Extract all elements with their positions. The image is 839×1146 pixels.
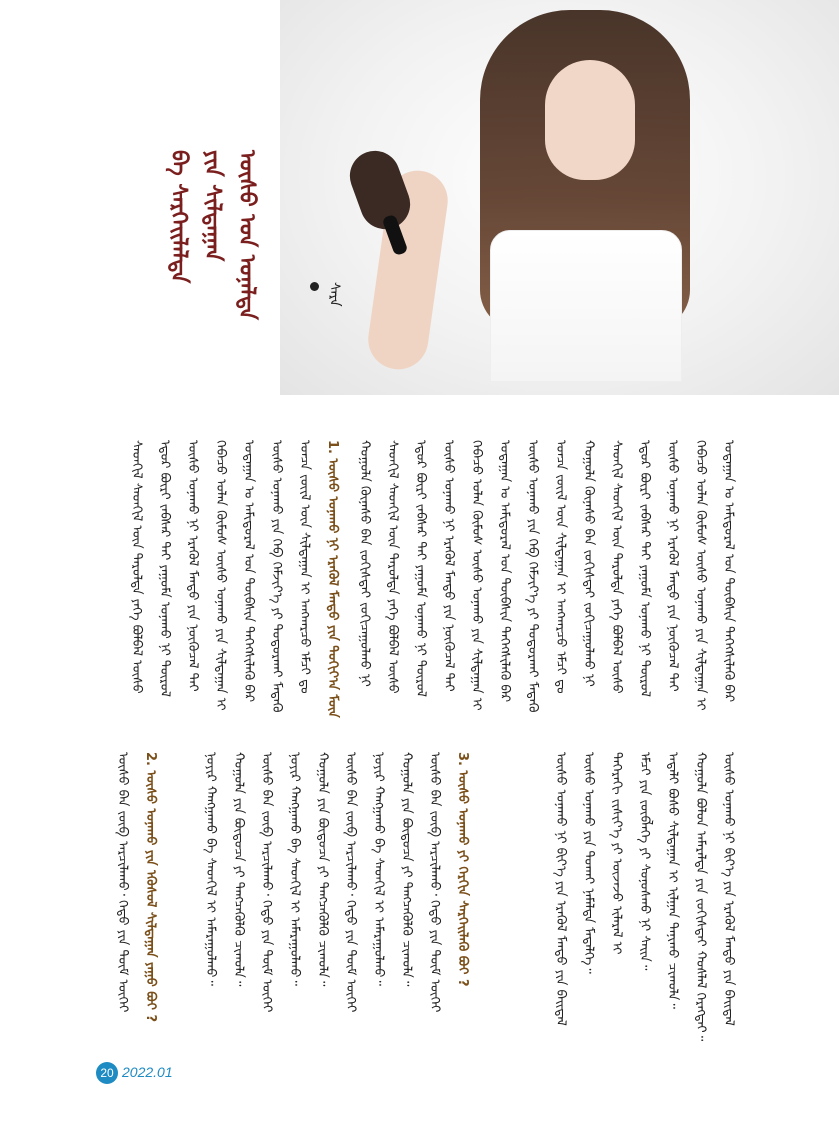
body-column-b11: ᠦᠰᠦ ᠪᠡᠨ ᠵᠥᠪ ᠠᠷᠴᠢᠯᠠᠬᠤ᠂ ᠬᠡᠲᠦ ᠶᠢᠨ ᠳᠦᠮ ᠦᠭᠡᠢ: [343, 752, 358, 1013]
body-column-12: ᠡᠳᠦᠷ ᠪᠦᠷᠢ ᠵᠠᠪᠰᠠᠷ ᠲᠠᠢ ᠶᠠᠭᠤᠮᠠ ᠤᠨᠠᠬᠤ ᠨᠢ ᠲᠦᠷᠦᠯ: [413, 440, 428, 697]
page-number-badge: 20: [96, 1062, 118, 1084]
body-column-b15: ᠬᠣᠭᠣᠯᠠ ᠶᠢᠨ ᠪᠦᠲᠦᠴᠡ ᠶᠢ ᠲᠡᠩᠴᠡᠭᠦᠯᠬᠦ ᠴᠢᠬᠤᠯᠠ᠃: [231, 752, 246, 987]
author-name: ᠰᠠᠷᠠ: [326, 282, 342, 307]
body-column-b9: ᠬᠣᠭᠣᠯᠠ ᠶᠢᠨ ᠪᠦᠲᠦᠴᠡ ᠶᠢ ᠲᠡᠩᠴᠡᠭᠦᠯᠬᠦ ᠴᠢᠬᠤᠯᠠ᠃: [399, 752, 414, 987]
author-byline: [306, 282, 342, 322]
body-column-9: ᠤᠳᠠᠭᠠᠨ ᠤ ᠠᠮᠢᠳᠤᠷᠠᠯ ᠤᠨ ᠲᠦᠪᠰᠢᠨ ᠳᠡᠭᠡᠭᠰᠢᠯᠡᠬᠦ ᠪᠡᠷ: [497, 440, 512, 703]
body-column-b17: ᠦᠰᠦ ᠪᠡᠨ ᠵᠥᠪ ᠠᠷᠴᠢᠯᠠᠬᠤ᠂ ᠬᠡᠲᠦ ᠶᠢᠨ ᠳᠦᠮ ᠦᠭᠡᠢ: [115, 752, 130, 1013]
title-line-1: ᠦᠰᠦ ᠤᠨ ᠤᠨᠠᠯᠲᠠ: [234, 150, 260, 320]
body-column-b1: ᠦᠰᠦ ᠤᠨᠠᠬᠤ ᠨᠢ ᠪᠢᠶ᠎ᠡ ᠶᠢᠨ ᠡᠷᠡᠭᠦᠯ ᠮᠡᠨᠳᠦ ᠶᠢᠨ ᠪᠠᠢᠳᠠᠯ: [721, 752, 736, 1026]
body-column-16: ᠦᠰᠦ ᠤᠨᠠᠬᠤ ᠶᠢᠨ ᠬᠡᠪ ᠬᠡᠮᠵᠢᠶ᠎ᠡ ᠶᠢ ᠲᠣᠳᠣᠷᠬᠠᠶ ᠮᠡᠳᠡᠬᠦ: [269, 440, 284, 713]
body-column-14: ᠬᠣᠭᠣᠯᠠ ᠬᠦᠨᠡᠰᠦ ᠪᠡᠨ ᠵᠣᠬᠢᠰᠲᠠᠢ ᠵᠣᠬᠢᠴᠠᠭᠤᠯᠬᠤ ᠨᠢ: [357, 440, 372, 687]
section-heading-3: 3. ᠦᠰᠦ ᠤᠨᠠᠬᠤ ᠶᠢ ᠬᠡᠷᠬᠢᠨ ᠰᠡᠷᠭᠡᠢᠯᠡᠬᠦ ᠪᠤᠢ ?: [455, 752, 470, 987]
body-column-7: ᠣᠨᠴᠠ ᠵᠦᠢᠯ ᠦᠨ ᠰᠢᠯᠲᠠᠭᠠᠨ ᠢ ᠠᠩᠬᠠᠷᠴᠤ ᠡᠮᠴᠢ ᠳᠤ: [553, 440, 568, 694]
body-column-b3: ᠠᠳᠠᠯᠢ ᠪᠤᠰᠤ ᠰᠢᠯᠲᠠᠭᠠᠨ ᠢ ᠢᠯᠭᠠᠨ ᠲᠠᠨᠢᠬᠤ ᠴᠢᠬᠤᠯᠠ᠃: [665, 752, 680, 1009]
body-column-10: ᠭᠡᠪᠡᠴᠦ ᠣᠯᠠᠨ ᠬᠦᠮᠦᠰ ᠦᠰᠦ ᠤᠨᠠᠬᠤ ᠶᠢᠨ ᠰᠢᠯᠲᠠᠭᠠᠨ ᠢ: [469, 440, 484, 711]
body-column-b2: ᠬᠣᠭᠣᠯᠠ ᠪᠣᠯᠣᠨ ᠠᠮᠠᠷᠠᠯᠲᠠ ᠶᠢᠨ ᠵᠣᠬᠢᠰᠲᠠᠢ ᠬᠣᠰᠯᠠᠯ ᠬᠡᠷᠡᠭᠲᠡᠢ᠃: [693, 752, 708, 1042]
body-column-b14: ᠦᠰᠦ ᠪᠡᠨ ᠵᠥᠪ ᠠᠷᠴᠢᠯᠠᠬᠤ᠂ ᠬᠡᠲᠦ ᠶᠢᠨ ᠳᠦᠮ ᠦᠭᠡᠢ: [259, 752, 274, 1013]
body-column-19: ᠦᠰᠦ ᠤᠨᠠᠬᠤ ᠨᠢ ᠡᠷᠡᠭᠦᠯ ᠮᠡᠨᠳᠦ ᠶᠢᠨ ᠨᠥᠬᠦᠴᠡᠯ ᠲᠡᠢ: [185, 440, 200, 692]
body-column-b4: ᠡᠮᠴᠢ ᠶᠢᠨ ᠵᠥᠪᠯᠡᠭᠡ ᠶᠢ ᠰᠣᠨᠣᠰᠬᠤ ᠨᠢ ᠰᠠᠢᠨ᠃: [637, 752, 652, 971]
body-column-8: ᠦᠰᠦ ᠤᠨᠠᠬᠤ ᠶᠢᠨ ᠬᠡᠪ ᠬᠡᠮᠵᠢᠶ᠎ᠡ ᠶᠢ ᠲᠣᠳᠣᠷᠬᠠᠶ ᠮᠡᠳᠡᠬᠦ: [525, 440, 540, 713]
body-column-b13: ᠨᠣᠶᠢᠷ ᠬᠠᠩᠭᠠᠬᠤ ᠪᠠ ᠰᠡᠳᠬᠢᠯ ᠢ ᠠᠮᠠᠷᠠᠭᠤᠯᠬᠤ᠃: [287, 752, 302, 986]
section-heading-1: 1. ᠦᠰᠦ ᠤᠨᠠᠬᠤ ᠨᠢ ᠡᠷᠡᠭᠦᠯ ᠮᠡᠨᠳᠦ ᠶᠢᠨ ᠳᠣᠬᠢᠶ᠎ᠠ ᠮᠥᠨ: [325, 440, 340, 718]
body-column-20: ᠡᠳᠦᠷ ᠪᠦᠷᠢ ᠵᠠᠪᠰᠠᠷ ᠲᠠᠢ ᠶᠠᠭᠤᠮᠠ ᠤᠨᠠᠬᠤ ᠨᠢ ᠲᠦᠷᠦᠯ: [157, 440, 172, 697]
body-column-17: ᠤᠳᠠᠭᠠᠨ ᠤ ᠠᠮᠢᠳᠤᠷᠠᠯ ᠤᠨ ᠲᠦᠪᠰᠢᠨ ᠳᠡᠭᠡᠭᠰᠢᠯᠡᠬᠦ ᠪᠡᠷ: [241, 440, 256, 703]
issue-date: 2022.01: [122, 1064, 173, 1080]
bullet-icon: [310, 282, 319, 291]
body-column-11: ᠦᠰᠦ ᠤᠨᠠᠬᠤ ᠨᠢ ᠡᠷᠡᠭᠦᠯ ᠮᠡᠨᠳᠦ ᠶᠢᠨ ᠨᠥᠬᠦᠴᠡᠯ ᠲᠡᠢ: [441, 440, 456, 692]
body-column-5: ᠰᠡᠳᠬᠢᠯ ᠰᠡᠳᠭᠢᠯ ᠦᠨ ᠳᠠᠷᠤᠯᠲᠠ ᠶᠡᠬᠡ ᠪᠣᠯᠪᠠᠯ ᠦᠰᠦ: [609, 440, 624, 694]
photo-face: [545, 60, 635, 180]
body-column-6: ᠬᠣᠭᠣᠯᠠ ᠬᠦᠨᠡᠰᠦ ᠪᠡᠨ ᠵᠣᠬᠢᠰᠲᠠᠢ ᠵᠣᠬᠢᠴᠠᠭᠤᠯᠬᠤ ᠨᠢ: [581, 440, 596, 687]
body-column-b12: ᠬᠣᠭᠣᠯᠠ ᠶᠢᠨ ᠪᠦᠲᠦᠴᠡ ᠶᠢ ᠲᠡᠩᠴᠡᠭᠦᠯᠬᠦ ᠴᠢᠬᠤᠯᠠ᠃: [315, 752, 330, 987]
body-column-18: ᠭᠡᠪᠡᠴᠦ ᠣᠯᠠᠨ ᠬᠦᠮᠦᠰ ᠦᠰᠦ ᠤᠨᠠᠬᠤ ᠶᠢᠨ ᠰᠢᠯᠲᠠᠭᠠᠨ ᠢ: [213, 440, 228, 711]
body-column-1: ᠤᠳᠠᠭᠠᠨ ᠤ ᠠᠮᠢᠳᠤᠷᠠᠯ ᠤᠨ ᠲᠦᠪᠰᠢᠨ ᠳᠡᠭᠡᠭᠰᠢᠯᠡᠬᠦ ᠪᠡᠷ: [721, 440, 736, 703]
body-column-15: ᠣᠨᠴᠠ ᠵᠦᠢᠯ ᠦᠨ ᠰᠢᠯᠲᠠᠭᠠᠨ ᠢ ᠠᠩᠬᠠᠷᠴᠤ ᠡᠮᠴᠢ ᠳᠤ: [297, 440, 312, 694]
body-column-21: ᠰᠡᠳᠬᠢᠯ ᠰᠡᠳᠭᠢᠯ ᠦᠨ ᠳᠠᠷᠤᠯᠲᠠ ᠶᠡᠬᠡ ᠪᠣᠯᠪᠠᠯ ᠦᠰᠦ: [129, 440, 144, 694]
body-column-b10: ᠨᠣᠶᠢᠷ ᠬᠠᠩᠭᠠᠬᠤ ᠪᠠ ᠰᠡᠳᠬᠢᠯ ᠢ ᠠᠮᠠᠷᠠᠭᠤᠯᠬᠤ᠃: [371, 752, 386, 986]
body-column-b6: ᠦᠰᠦ ᠤᠨᠠᠬᠤ ᠶᠢᠨ ᠲᠤᠬᠠᠢ ᠨᠡᠮᠡᠯᠲᠡ ᠮᠡᠳᠡᠯᠭᠡ᠃: [581, 752, 596, 974]
title-line-3: ᠪᠠ ᠰᠡᠷᠭᠡᠢᠯᠡᠯᠲᠡ: [166, 150, 192, 284]
section-heading-2: 2. ᠦᠰᠦ ᠤᠨᠠᠬᠤ ᠶᠢᠨ ᠡᠭᠦᠰᠦᠯ ᠰᠢᠯᠲᠠᠭᠠᠨ ᠶᠠᠭᠤ ᠪᠤᠢ ?: [143, 752, 158, 1023]
body-column-b5: ᠳᠡᠭᠡᠷᠡᠬᠢ ᠵᠢᠱᠢᠶ᠎ᠡ ᠶᠢ ᠦᠵᠡᠵᠦ ᠢᠯᠡᠷᠡᠯ ᠢ: [609, 752, 624, 955]
body-column-b16: ᠨᠣᠶᠢᠷ ᠬᠠᠩᠭᠠᠬᠤ ᠪᠠ ᠰᠡᠳᠬᠢᠯ ᠢ ᠠᠮᠠᠷᠠᠭᠤᠯᠬᠤ᠃: [203, 752, 218, 986]
photo-torso: [490, 230, 682, 382]
title-line-2: ᠶᠢᠨ ᠰᠢᠯᠲᠠᠭᠠᠨ: [200, 150, 226, 262]
body-column-13: ᠰᠡᠳᠬᠢᠯ ᠰᠡᠳᠭᠢᠯ ᠦᠨ ᠳᠠᠷᠤᠯᠲᠠ ᠶᠡᠬᠡ ᠪᠣᠯᠪᠠᠯ ᠦᠰᠦ: [385, 440, 400, 694]
body-column-3: ᠦᠰᠦ ᠤᠨᠠᠬᠤ ᠨᠢ ᠡᠷᠡᠭᠦᠯ ᠮᠡᠨᠳᠦ ᠶᠢᠨ ᠨᠥᠬᠦᠴᠡᠯ ᠲᠡᠢ: [665, 440, 680, 692]
body-column-b7: ᠦᠰᠦ ᠤᠨᠠᠬᠤ ᠨᠢ ᠪᠢᠶ᠎ᠡ ᠶᠢᠨ ᠡᠷᠡᠭᠦᠯ ᠮᠡᠨᠳᠦ ᠶᠢᠨ ᠪᠠᠢᠳᠠᠯ: [553, 752, 568, 1026]
body-column-b8: ᠦᠰᠦ ᠪᠡᠨ ᠵᠥᠪ ᠠᠷᠴᠢᠯᠠᠬᠤ᠂ ᠬᠡᠲᠦ ᠶᠢᠨ ᠳᠦᠮ ᠦᠭᠡᠢ: [427, 752, 442, 1013]
body-column-4: ᠡᠳᠦᠷ ᠪᠦᠷᠢ ᠵᠠᠪᠰᠠᠷ ᠲᠠᠢ ᠶᠠᠭᠤᠮᠠ ᠤᠨᠠᠬᠤ ᠨᠢ ᠲᠦᠷᠦᠯ: [637, 440, 652, 697]
body-column-2: ᠭᠡᠪᠡᠴᠦ ᠣᠯᠠᠨ ᠬᠦᠮᠦᠰ ᠦᠰᠦ ᠤᠨᠠᠬᠤ ᠶᠢᠨ ᠰᠢᠯᠲᠠᠭᠠᠨ ᠢ: [693, 440, 708, 711]
